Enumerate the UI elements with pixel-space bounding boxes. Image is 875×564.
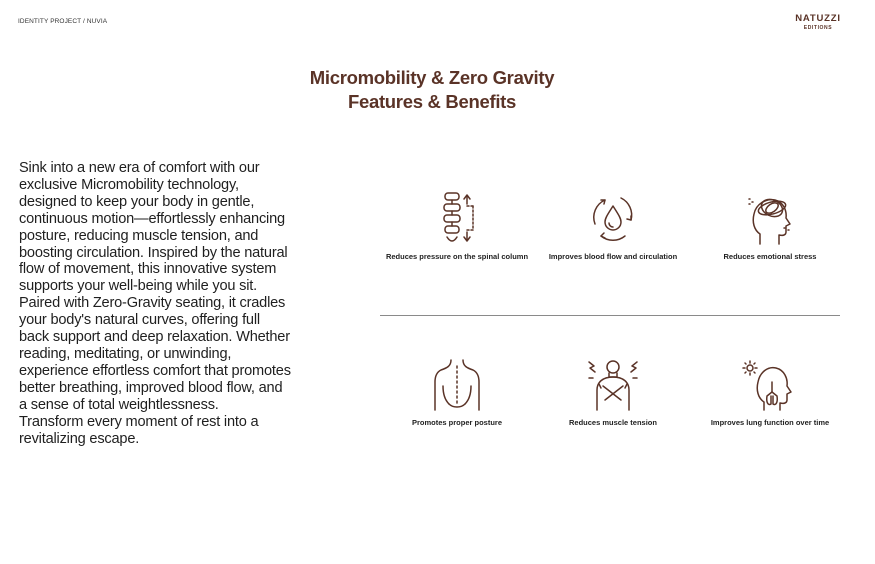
feature-label: Improves lung function over time <box>710 418 830 427</box>
feature-lung-function <box>695 356 845 427</box>
feature-posture <box>382 356 532 427</box>
section-divider <box>380 315 840 316</box>
body-text <box>19 160 291 447</box>
feature-label: Reduces emotional stress <box>723 252 817 261</box>
feature-label: Promotes proper posture <box>411 418 502 427</box>
feature-label: Improves blood flow and circulation <box>548 252 678 261</box>
brand-logo <box>788 13 848 31</box>
title-line-1: Micromobility & Zero Gravity <box>309 67 555 88</box>
feature-label: Reduces pressure on the spinal column <box>385 252 529 261</box>
feature-muscle-tension <box>538 356 688 427</box>
body-paragraph-1: Sink into a new era of comfort with our exclusive Micromobility technology, designed to keep your body in gentle, continuous motion—effortlessly enhancing posture, reducing muscle tension, and boosting circulation. Inspired by the natural flow of movement, this innovative system supports your well-being while you sit. Paired with Zero-Gravity seating, it cradles your body's natural curves, offering full back support and deep relaxation. Whether reading, meditating, or unwinding, experience effortless comfort that promotes better breathing, improved blood flow, and a sense of total weightlessness. <box>19 160 291 413</box>
feature-emotional-stress <box>695 190 845 261</box>
project-label: IDENTITY PROJECT / NUVIA <box>18 18 108 25</box>
title-line-2: Features & Benefits <box>347 91 517 112</box>
brand-sub: EDITIONS <box>803 25 833 31</box>
feature-spinal-pressure <box>382 190 532 261</box>
lungs-icon <box>740 356 800 412</box>
brand-name: NATUZZI <box>795 13 841 24</box>
spine-icon <box>427 190 487 246</box>
head-stress-icon <box>740 190 800 246</box>
muscle-tension-icon <box>583 356 643 412</box>
feature-blood-flow <box>538 190 688 261</box>
body-paragraph-2: Transform every moment of rest into a revitalizing escape. <box>19 413 259 447</box>
feature-label: Reduces muscle tension <box>569 418 657 427</box>
blood-drop-icon <box>583 190 643 246</box>
page-title <box>232 66 632 114</box>
back-posture-icon <box>427 356 487 412</box>
